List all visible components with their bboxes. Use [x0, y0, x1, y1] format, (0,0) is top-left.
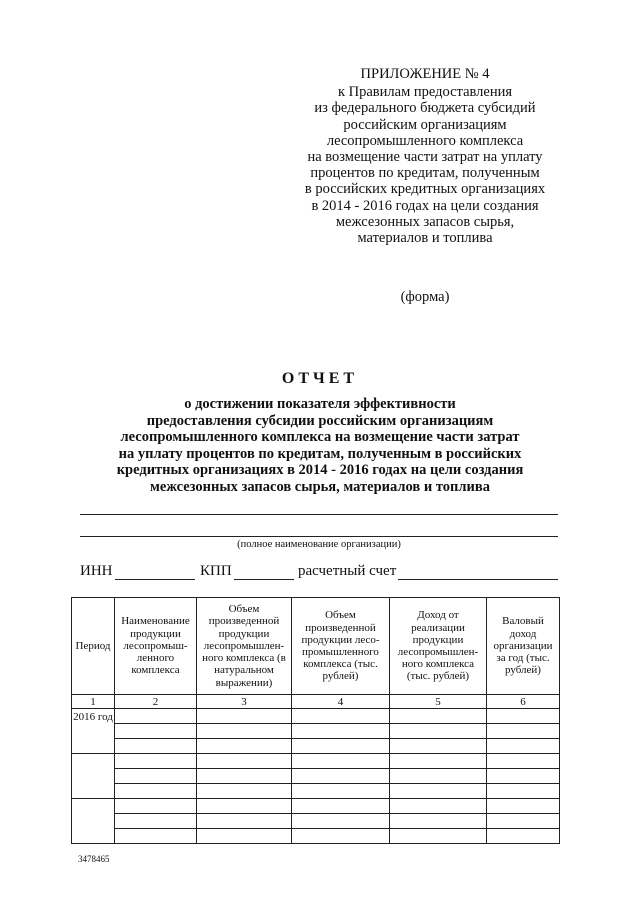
header-volume-natural: Объем произведенной продукции лесопромышлен-ного комплекса (в натуральном выражении)	[197, 598, 292, 695]
header-volume-rubles: Объем произведенной продукции лесо-промышленного комплекса (тыс. рублей)	[292, 598, 390, 695]
header-gross-income: Валовый доход организации за год (тыс. рублей)	[487, 598, 560, 695]
column-number: 2	[115, 695, 197, 709]
table-cell[interactable]	[390, 769, 487, 784]
kpp-label: КПП	[200, 563, 232, 579]
table-cell[interactable]	[390, 709, 487, 724]
appendix-line: российским организациям	[343, 116, 507, 133]
table-cell[interactable]	[390, 814, 487, 829]
appendix-heading: ПРИЛОЖЕНИЕ № 4	[360, 66, 490, 82]
table-cell[interactable]	[390, 739, 487, 754]
report-title: ОТЧЕТ	[281, 370, 359, 387]
table-cell[interactable]	[197, 814, 292, 829]
table-cell[interactable]	[115, 724, 197, 739]
column-number: 3	[197, 695, 292, 709]
table-cell[interactable]	[292, 709, 390, 724]
column-number: 5	[390, 695, 487, 709]
table-cell[interactable]	[390, 784, 487, 799]
table-cell[interactable]	[390, 724, 487, 739]
appendix-line: процентов по кредитам, полученным	[310, 165, 540, 182]
appendix-line: в российских кредитных организациях	[304, 181, 546, 198]
period-cell-2016: 2016 год	[72, 709, 115, 754]
header-sales-income: Доход от реализации продукции лесопромышлен-ного комплекса (тыс. рублей)	[390, 598, 487, 695]
appendix-line: материалов и топлива	[357, 230, 493, 247]
table-cell[interactable]	[197, 724, 292, 739]
ids-row	[80, 563, 558, 585]
table-cell[interactable]	[292, 829, 390, 844]
table-cell[interactable]	[197, 739, 292, 754]
table-cell[interactable]	[197, 754, 292, 769]
column-number: 6	[487, 695, 560, 709]
table-cell[interactable]	[292, 784, 390, 799]
report-subtitle-line: кредитных организациях в 2014 - 2016 годах на цели создания	[116, 462, 524, 479]
table-cell[interactable]	[292, 814, 390, 829]
account-field[interactable]	[398, 579, 558, 580]
appendix-block	[290, 66, 560, 246]
table-cell[interactable]	[487, 709, 560, 724]
table-cell[interactable]	[487, 784, 560, 799]
table-cell[interactable]	[487, 829, 560, 844]
table-cell[interactable]	[292, 739, 390, 754]
kpp-field[interactable]	[234, 579, 294, 580]
table-cell[interactable]	[487, 739, 560, 754]
table-cell[interactable]	[390, 829, 487, 844]
table-cell[interactable]	[292, 799, 390, 814]
table-cell[interactable]	[487, 799, 560, 814]
table-cell[interactable]	[197, 829, 292, 844]
appendix-line: на возмещение части затрат на уплату	[307, 149, 543, 166]
table-cell[interactable]	[390, 799, 487, 814]
appendix-line: к Правилам предоставления	[337, 84, 513, 101]
table-cell[interactable]	[487, 724, 560, 739]
document-number: 3478465	[78, 854, 110, 864]
org-name-caption: (полное наименование организации)	[237, 539, 401, 550]
report-subtitle-line: о достижении показателя эффективности	[184, 396, 456, 412]
table-cell[interactable]	[115, 754, 197, 769]
period-cell[interactable]	[72, 799, 115, 844]
header-product-name: Наименование продукции лесопромыш-ленного комплекса	[115, 598, 197, 695]
table-cell[interactable]	[487, 754, 560, 769]
table-cell[interactable]	[115, 799, 197, 814]
table-cell[interactable]	[115, 709, 197, 724]
report-subtitle-line: межсезонных запасов сырья, материалов и топлива	[150, 478, 490, 495]
table-cell[interactable]	[115, 814, 197, 829]
report-subtitle-line: лесопромышленного комплекса на возмещение части затрат	[120, 429, 520, 446]
table-cell[interactable]	[115, 739, 197, 754]
period-cell[interactable]	[72, 754, 115, 799]
report-subtitle	[60, 396, 580, 496]
inn-field[interactable]	[115, 579, 195, 580]
table-cell[interactable]	[197, 709, 292, 724]
table-cell[interactable]	[115, 769, 197, 784]
appendix-line: из федерального бюджета субсидий	[314, 100, 536, 117]
org-name-line-2[interactable]	[80, 536, 558, 537]
form-label: (форма)	[400, 289, 450, 305]
account-label: расчетный счет	[298, 563, 397, 579]
table-cell[interactable]	[487, 814, 560, 829]
table-cell[interactable]	[115, 784, 197, 799]
table-cell[interactable]	[292, 769, 390, 784]
table-cell[interactable]	[292, 754, 390, 769]
column-number: 1	[72, 695, 115, 709]
table-cell[interactable]	[197, 784, 292, 799]
table-cell[interactable]	[292, 724, 390, 739]
header-period: Период	[72, 598, 115, 695]
report-table	[71, 597, 560, 844]
appendix-line: в 2014 - 2016 годах на цели создания	[311, 197, 539, 214]
report-subtitle-line: предоставления субсидии российским организациям	[146, 412, 494, 429]
table-cell[interactable]	[197, 799, 292, 814]
appendix-line: межсезонных запасов сырья,	[335, 213, 515, 230]
appendix-line: лесопромышленного комплекса	[326, 132, 524, 149]
column-number: 4	[292, 695, 390, 709]
org-name-line-1[interactable]	[80, 514, 558, 515]
table-cell[interactable]	[390, 754, 487, 769]
report-subtitle-line: на уплату процентов по кредитам, полученным в российских	[118, 445, 522, 462]
table-cell[interactable]	[197, 769, 292, 784]
table-cell[interactable]	[115, 829, 197, 844]
table-cell[interactable]	[487, 769, 560, 784]
inn-label: ИНН	[80, 563, 113, 579]
